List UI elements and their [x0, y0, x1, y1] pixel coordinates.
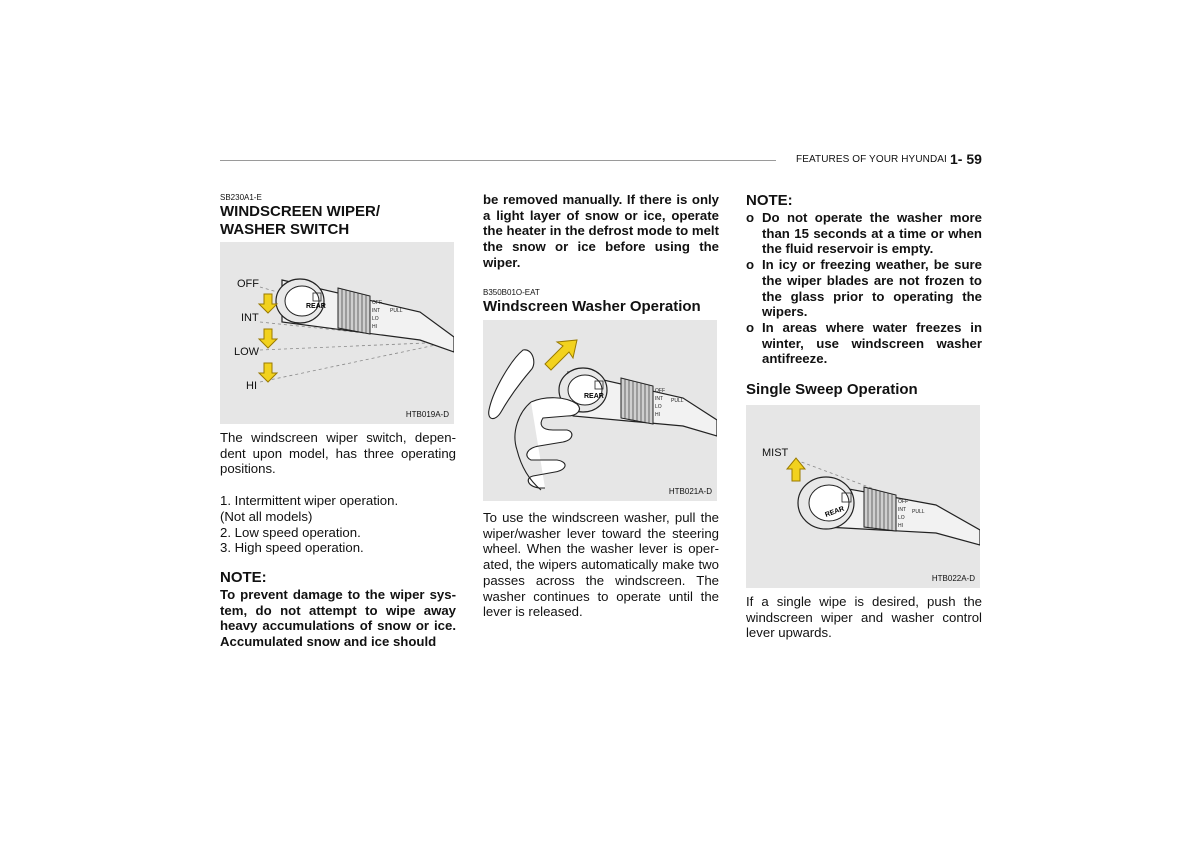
intro-paragraph: The windscreen wiper switch, depen-dent upon model, has three operating positions.	[220, 430, 456, 477]
svg-text:LO: LO	[655, 404, 662, 410]
svg-text:PULL: PULL	[671, 398, 684, 404]
section-code: B350B01O-EAT	[483, 287, 540, 297]
washer-lever-illustration	[483, 320, 717, 501]
svg-text:INT: INT	[655, 396, 664, 402]
svg-text:OFF: OFF	[655, 388, 665, 394]
column-3-body	[746, 594, 982, 641]
column-2	[483, 192, 719, 316]
label-low: LOW	[234, 346, 260, 358]
list-item: (Not all models)	[220, 508, 313, 524]
label-hi: HI	[246, 380, 257, 392]
pull-arrow-icon	[545, 340, 577, 370]
washer-paragraph: To use the windscreen washer, pull the wiper/washer lever toward the steering wheel. When the washer lever is oper-ated, the wipers automatically make two passes across the windscreen. The washer continues to operate until the lever is released.	[483, 510, 719, 620]
mist-lever-illustration	[746, 405, 980, 588]
label-mist: MIST	[762, 447, 789, 459]
note-item: o Do not operate the washer more than 15 seconds at a time or when the fluid reservoir is empty.	[746, 210, 982, 257]
page-number: 1- 59	[950, 151, 982, 167]
svg-text:OFF: OFF	[372, 300, 382, 306]
list-item: 1. Intermittent wiper operation.	[220, 493, 399, 509]
list-item: 3. High speed operation.	[220, 540, 364, 556]
section-title-line-2: WASHER SWITCH	[220, 221, 350, 238]
svg-text:OFF: OFF	[898, 499, 908, 505]
note-item: o In areas where water freezes in winter, use windscreen washer antifreeze.	[746, 319, 982, 367]
svg-text:HI: HI	[898, 523, 903, 529]
svg-text:HI: HI	[372, 324, 377, 330]
lever-rear-text: REAR	[824, 505, 846, 519]
svg-text:PULL: PULL	[912, 509, 925, 515]
note-list	[746, 210, 982, 367]
figure-code: HTB019A-D	[405, 410, 449, 419]
svg-text:PULL: PULL	[390, 308, 403, 314]
header-rule	[220, 160, 776, 161]
column-3	[746, 192, 982, 399]
section-title-line-1: WINDSCREEN WIPER/	[220, 203, 381, 220]
bullet-icon: o	[746, 257, 755, 273]
lever-rear-text: REAR	[584, 393, 604, 400]
label-off: OFF	[237, 278, 259, 290]
section-title: Windscreen Washer Operation	[483, 297, 701, 315]
push-up-arrow-icon	[787, 458, 805, 481]
washer-operation-figure	[483, 320, 717, 501]
bullet-icon: o	[746, 319, 755, 335]
section-title: Single Sweep Operation	[746, 381, 918, 399]
svg-text:LO: LO	[372, 316, 379, 322]
wiper-lever-illustration	[220, 242, 454, 424]
wiper-switch-figure	[220, 242, 454, 424]
operation-list	[220, 493, 456, 556]
note-item: o In icy or freezing weather, be sure the wiper blades are not frozen to the glass prior to operating the wipers.	[746, 257, 982, 320]
column-1	[220, 193, 456, 239]
figure-code: HTB022A-D	[931, 574, 975, 583]
bullet-icon: o	[746, 210, 755, 225]
continued-note-text: be removed manually. If there is only a light layer of snow or ice, operate the heater in the defrost mode to melt the snow or ice before using the wiper.	[483, 192, 719, 270]
svg-text:LO: LO	[898, 515, 905, 521]
label-int: INT	[241, 312, 259, 324]
single-sweep-figure	[746, 405, 980, 588]
section-code: SB230A1-E	[220, 193, 262, 202]
lever-rear-text: REAR	[306, 303, 326, 310]
position-arrows	[259, 294, 277, 382]
figure-code: HTB021A-D	[668, 487, 712, 496]
note-title: NOTE:	[220, 568, 267, 586]
svg-text:INT: INT	[372, 308, 381, 314]
column-1-body	[220, 430, 456, 650]
note-text: To prevent damage to the wiper sys-tem, do not attempt to wipe away heavy accumulations of snow or ice. Accumulated snow and ice should	[220, 586, 456, 650]
svg-text:HI: HI	[655, 412, 660, 418]
header-section-title: FEATURES OF YOUR HYUNDAI	[796, 154, 947, 165]
svg-text:INT: INT	[898, 507, 907, 513]
single-sweep-paragraph: If a single wipe is desired, push the windscreen wiper and washer control lever upwards.	[746, 594, 982, 641]
list-item: 2. Low speed operation.	[220, 524, 361, 540]
note-title: NOTE:	[746, 192, 793, 209]
column-2-body	[483, 510, 719, 620]
